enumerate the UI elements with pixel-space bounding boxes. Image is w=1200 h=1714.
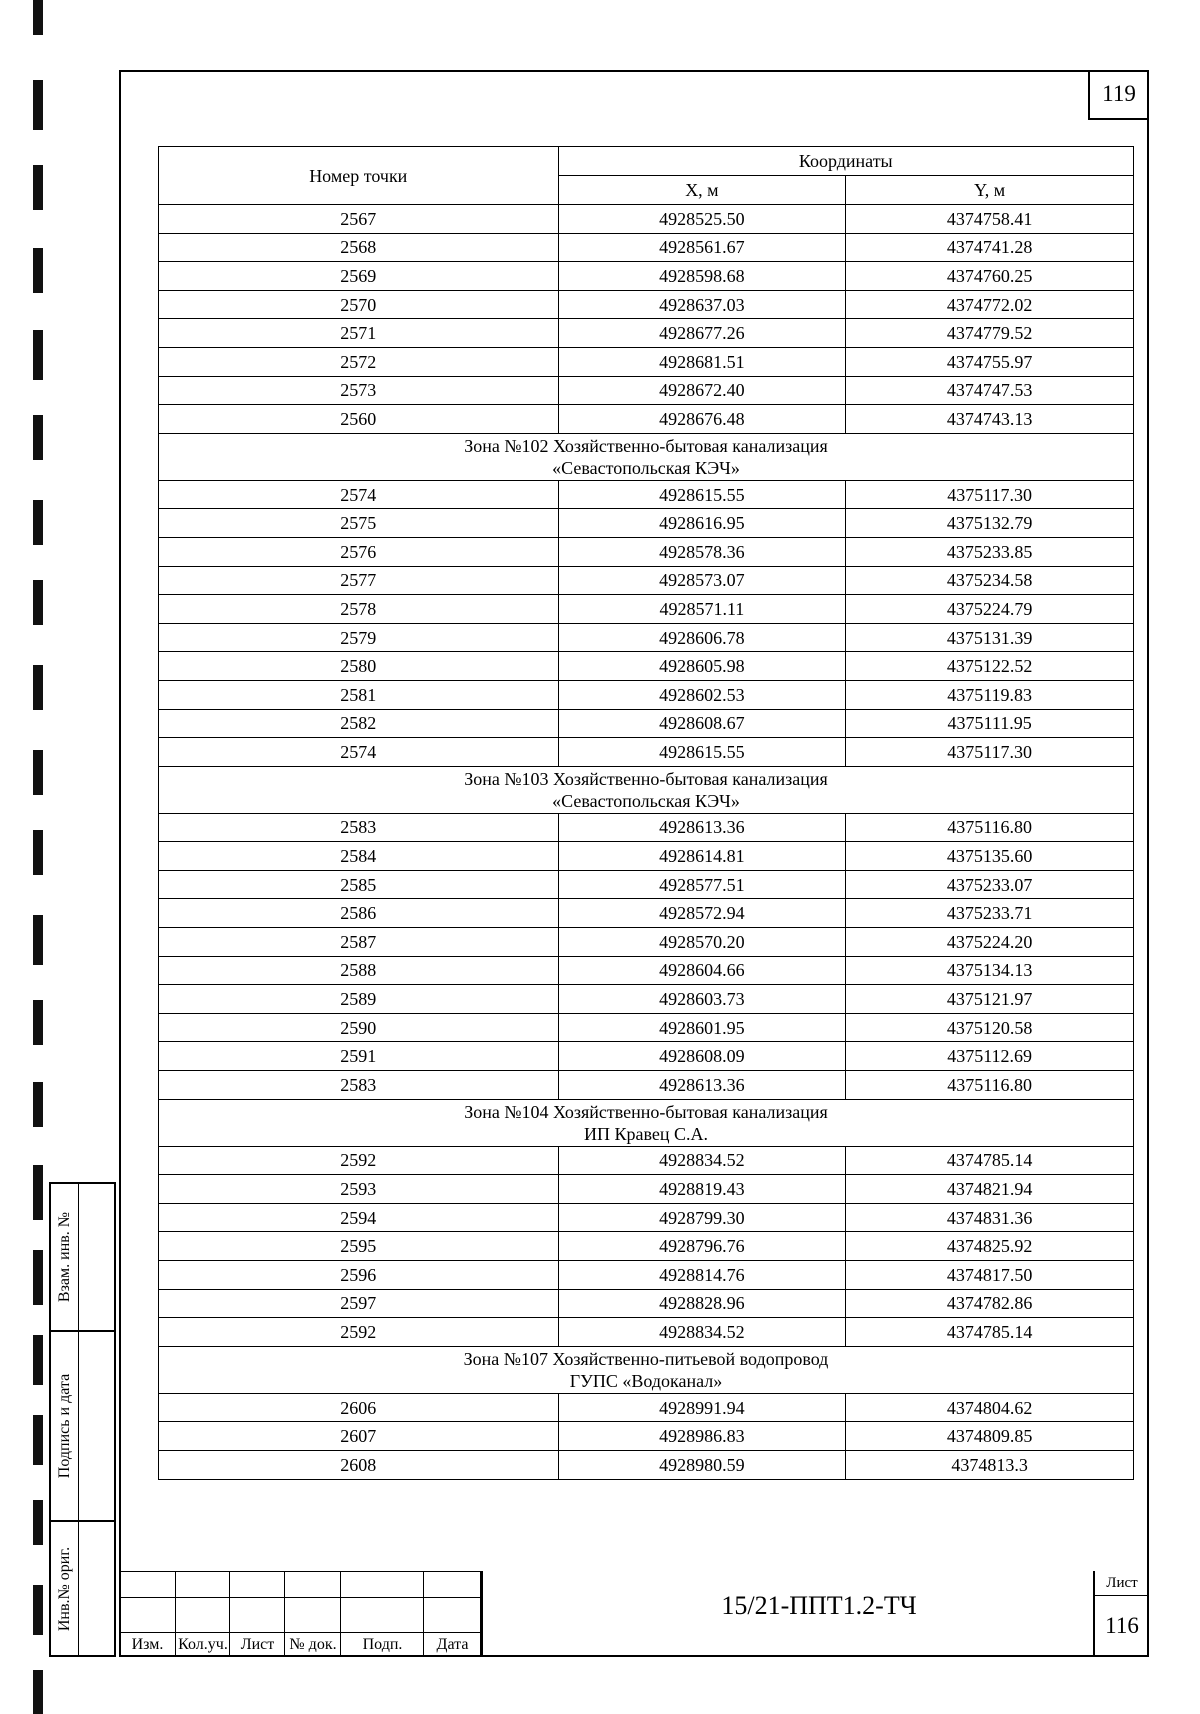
side-box-signature-date <box>49 1330 116 1522</box>
table-row <box>159 1146 1134 1175</box>
x-coordinate-cell: 4928991.94 <box>558 1393 846 1422</box>
y-coordinate-cell: 4375116.80 <box>846 813 1134 842</box>
table-row <box>159 985 1134 1014</box>
point-number-cell: 2570 <box>159 290 559 319</box>
y-coordinate-cell: 4375233.07 <box>846 870 1134 899</box>
y-coordinate-cell: 4374772.02 <box>846 290 1134 319</box>
point-number-cell: 2583 <box>159 1071 559 1100</box>
point-number-cell: 2567 <box>159 205 559 234</box>
zone-title-line: Зона №103 Хозяйственно-бытовая канализация <box>464 768 828 789</box>
table-row <box>159 709 1134 738</box>
table-row <box>159 1042 1134 1071</box>
x-coordinate-cell: 4928986.83 <box>558 1422 846 1451</box>
y-coordinate-cell: 4375224.79 <box>846 595 1134 624</box>
table-row <box>159 1203 1134 1232</box>
x-coordinate-cell: 4928681.51 <box>558 347 846 376</box>
zone-header-row <box>159 433 1134 480</box>
side-box-replacement-inv <box>49 1182 116 1332</box>
x-coordinate-cell: 4928834.52 <box>558 1318 846 1347</box>
x-coordinate-cell: 4928828.96 <box>558 1289 846 1318</box>
x-coordinate-cell: 4928525.50 <box>558 205 846 234</box>
y-coordinate-cell: 4374809.85 <box>846 1422 1134 1451</box>
table-row <box>159 680 1134 709</box>
zone-title <box>159 1099 1134 1146</box>
table-row <box>159 566 1134 595</box>
y-coordinate-cell: 4375111.95 <box>846 709 1134 738</box>
table-row <box>159 1013 1134 1042</box>
y-coordinate-cell: 4374804.62 <box>846 1393 1134 1422</box>
table-row <box>159 1232 1134 1261</box>
table-row <box>159 1289 1134 1318</box>
table-row <box>159 509 1134 538</box>
page-number-top: 119 <box>1088 70 1148 120</box>
header-y: Y, м <box>846 176 1134 205</box>
y-coordinate-cell: 4375122.52 <box>846 652 1134 681</box>
point-number-cell: 2572 <box>159 347 559 376</box>
point-number-cell: 2579 <box>159 623 559 652</box>
point-number-cell: 2592 <box>159 1146 559 1175</box>
table-row <box>159 1393 1134 1422</box>
table-row <box>159 376 1134 405</box>
y-coordinate-cell: 4374760.25 <box>846 262 1134 291</box>
x-coordinate-cell: 4928605.98 <box>558 652 846 681</box>
point-number-cell: 2597 <box>159 1289 559 1318</box>
table-row <box>159 1071 1134 1100</box>
table-row <box>159 233 1134 262</box>
point-number-cell: 2595 <box>159 1232 559 1261</box>
y-coordinate-cell: 4374779.52 <box>846 319 1134 348</box>
x-coordinate-cell: 4928604.66 <box>558 956 846 985</box>
title-block <box>119 1571 1149 1657</box>
y-coordinate-cell: 4374825.92 <box>846 1232 1134 1261</box>
table-row <box>159 813 1134 842</box>
y-coordinate-cell: 4374785.14 <box>846 1318 1134 1347</box>
table-row <box>159 290 1134 319</box>
zone-title <box>159 1346 1134 1393</box>
point-number-cell: 2569 <box>159 262 559 291</box>
y-coordinate-cell: 4375121.97 <box>846 985 1134 1014</box>
y-coordinate-cell: 4375234.58 <box>846 566 1134 595</box>
point-number-cell: 2590 <box>159 1013 559 1042</box>
table-row <box>159 480 1134 509</box>
x-coordinate-cell: 4928572.94 <box>558 899 846 928</box>
x-coordinate-cell: 4928571.11 <box>558 595 846 624</box>
table-row <box>159 1422 1134 1451</box>
x-coordinate-cell: 4928799.30 <box>558 1203 846 1232</box>
x-coordinate-cell: 4928615.55 <box>558 480 846 509</box>
y-coordinate-cell: 4374817.50 <box>846 1261 1134 1290</box>
y-coordinate-cell: 4375119.83 <box>846 680 1134 709</box>
coordinates-table <box>158 146 1134 1480</box>
table-row <box>159 595 1134 624</box>
side-box-original-inv <box>49 1520 116 1657</box>
point-number-cell: 2574 <box>159 480 559 509</box>
y-coordinate-cell: 4375116.80 <box>846 1071 1134 1100</box>
zone-title <box>159 766 1134 813</box>
x-coordinate-cell: 4928819.43 <box>558 1175 846 1204</box>
point-number-cell: 2593 <box>159 1175 559 1204</box>
y-coordinate-cell: 4374782.86 <box>846 1289 1134 1318</box>
table-body <box>159 205 1134 1480</box>
table-row <box>159 956 1134 985</box>
sheet-label: Лист <box>1095 1571 1149 1596</box>
x-coordinate-cell: 4928573.07 <box>558 566 846 595</box>
point-number-cell: 2608 <box>159 1450 559 1479</box>
zone-title <box>159 433 1134 480</box>
x-coordinate-cell: 4928615.55 <box>558 738 846 767</box>
side-label-original-inv: Инв.№ ориг. <box>55 1546 73 1631</box>
x-coordinate-cell: 4928614.81 <box>558 842 846 871</box>
point-number-cell: 2586 <box>159 899 559 928</box>
point-number-cell: 2575 <box>159 509 559 538</box>
x-coordinate-cell: 4928598.68 <box>558 262 846 291</box>
table-row <box>159 1318 1134 1347</box>
x-coordinate-cell: 4928561.67 <box>558 233 846 262</box>
stamp-caption-count: Кол.уч. <box>178 1636 228 1653</box>
stamp-caption-date: Дата <box>436 1636 469 1653</box>
x-coordinate-cell: 4928676.48 <box>558 405 846 434</box>
zone-title-line: Зона №107 Хозяйственно-питьевой водопровод <box>463 1348 829 1369</box>
x-coordinate-cell: 4928796.76 <box>558 1232 846 1261</box>
stamp-caption-doc-number: № док. <box>289 1636 337 1653</box>
table-row <box>159 1175 1134 1204</box>
y-coordinate-cell: 4375117.30 <box>846 480 1134 509</box>
point-number-cell: 2581 <box>159 680 559 709</box>
point-number-cell: 2592 <box>159 1318 559 1347</box>
zone-title-line: Зона №104 Хозяйственно-бытовая канализация <box>464 1101 828 1122</box>
stamp-caption-change: Изм. <box>131 1636 164 1653</box>
y-coordinate-cell: 4375120.58 <box>846 1013 1134 1042</box>
y-coordinate-cell: 4375134.13 <box>846 956 1134 985</box>
zone-title-line: «Севастопольская КЭЧ» <box>552 457 740 478</box>
point-number-cell: 2591 <box>159 1042 559 1071</box>
table-row <box>159 738 1134 767</box>
stamp-caption-sheet: Лист <box>240 1636 275 1653</box>
side-label-signature-date: Подпись и дата <box>55 1373 73 1479</box>
y-coordinate-cell: 4374741.28 <box>846 233 1134 262</box>
point-number-cell: 2587 <box>159 928 559 957</box>
point-number-cell: 2589 <box>159 985 559 1014</box>
y-coordinate-cell: 4375117.30 <box>846 738 1134 767</box>
point-number-cell: 2576 <box>159 537 559 566</box>
x-coordinate-cell: 4928602.53 <box>558 680 846 709</box>
point-number-cell: 2571 <box>159 319 559 348</box>
y-coordinate-cell: 4375135.60 <box>846 842 1134 871</box>
x-coordinate-cell: 4928570.20 <box>558 928 846 957</box>
point-number-cell: 2578 <box>159 595 559 624</box>
sheet-box <box>1093 1571 1149 1657</box>
y-coordinate-cell: 4374743.13 <box>846 405 1134 434</box>
table-row <box>159 319 1134 348</box>
x-coordinate-cell: 4928603.73 <box>558 985 846 1014</box>
x-coordinate-cell: 4928577.51 <box>558 870 846 899</box>
x-coordinate-cell: 4928677.26 <box>558 319 846 348</box>
table-row <box>159 899 1134 928</box>
y-coordinate-cell: 4375131.39 <box>846 623 1134 652</box>
table-row <box>159 205 1134 234</box>
document-code: 15/21-ППТ1.2-ТЧ <box>721 1591 917 1620</box>
header-coordinates: Координаты <box>558 147 1133 176</box>
point-number-cell: 2580 <box>159 652 559 681</box>
x-coordinate-cell: 4928578.36 <box>558 537 846 566</box>
point-number-cell: 2568 <box>159 233 559 262</box>
x-coordinate-cell: 4928672.40 <box>558 376 846 405</box>
point-number-cell: 2584 <box>159 842 559 871</box>
y-coordinate-cell: 4375132.79 <box>846 509 1134 538</box>
table-row <box>159 537 1134 566</box>
y-coordinate-cell: 4374747.53 <box>846 376 1134 405</box>
y-coordinate-cell: 4374821.94 <box>846 1175 1134 1204</box>
table-row <box>159 262 1134 291</box>
point-number-cell: 2582 <box>159 709 559 738</box>
header-x: X, м <box>558 176 846 205</box>
y-coordinate-cell: 4375233.71 <box>846 899 1134 928</box>
table-row <box>159 347 1134 376</box>
table-row <box>159 870 1134 899</box>
zone-title-line: Зона №102 Хозяйственно-бытовая канализация <box>464 435 828 456</box>
zone-header-row <box>159 766 1134 813</box>
point-number-cell: 2573 <box>159 376 559 405</box>
table-row <box>159 842 1134 871</box>
table-row <box>159 623 1134 652</box>
point-number-cell: 2607 <box>159 1422 559 1451</box>
x-coordinate-cell: 4928601.95 <box>558 1013 846 1042</box>
zone-title-line: ИП Кравец С.А. <box>583 1123 708 1144</box>
point-number-cell: 2577 <box>159 566 559 595</box>
y-coordinate-cell: 4375224.20 <box>846 928 1134 957</box>
point-number-cell: 2594 <box>159 1203 559 1232</box>
y-coordinate-cell: 4375112.69 <box>846 1042 1134 1071</box>
x-coordinate-cell: 4928613.36 <box>558 813 846 842</box>
table-row <box>159 405 1134 434</box>
y-coordinate-cell: 4374831.36 <box>846 1203 1134 1232</box>
x-coordinate-cell: 4928814.76 <box>558 1261 846 1290</box>
y-coordinate-cell: 4374813.3 <box>846 1450 1134 1479</box>
point-number-cell: 2585 <box>159 870 559 899</box>
y-coordinate-cell: 4374785.14 <box>846 1146 1134 1175</box>
zone-header-row <box>159 1099 1134 1146</box>
zone-title-line: «Севастопольская КЭЧ» <box>552 790 740 811</box>
table-row <box>159 1261 1134 1290</box>
sheet-number: 116 <box>1105 1613 1139 1638</box>
x-coordinate-cell: 4928608.09 <box>558 1042 846 1071</box>
point-number-cell: 2574 <box>159 738 559 767</box>
x-coordinate-cell: 4928616.95 <box>558 509 846 538</box>
zone-header-row <box>159 1346 1134 1393</box>
table-row <box>159 928 1134 957</box>
y-coordinate-cell: 4375233.85 <box>846 537 1134 566</box>
stamp-caption-signature: Подп. <box>362 1636 403 1653</box>
header-point-number: Номер точки <box>159 147 559 205</box>
x-coordinate-cell: 4928637.03 <box>558 290 846 319</box>
x-coordinate-cell: 4928613.36 <box>558 1071 846 1100</box>
x-coordinate-cell: 4928606.78 <box>558 623 846 652</box>
x-coordinate-cell: 4928608.67 <box>558 709 846 738</box>
point-number-cell: 2588 <box>159 956 559 985</box>
zone-title-line: ГУПС «Водоканал» <box>569 1370 723 1391</box>
y-coordinate-cell: 4374758.41 <box>846 205 1134 234</box>
table-row <box>159 652 1134 681</box>
side-label-replacement-inv: Взам. инв. № <box>55 1211 73 1303</box>
x-coordinate-cell: 4928980.59 <box>558 1450 846 1479</box>
point-number-cell: 2596 <box>159 1261 559 1290</box>
table-row <box>159 1450 1134 1479</box>
point-number-cell: 2606 <box>159 1393 559 1422</box>
x-coordinate-cell: 4928834.52 <box>558 1146 846 1175</box>
y-coordinate-cell: 4374755.97 <box>846 347 1134 376</box>
point-number-cell: 2583 <box>159 813 559 842</box>
point-number-cell: 2560 <box>159 405 559 434</box>
